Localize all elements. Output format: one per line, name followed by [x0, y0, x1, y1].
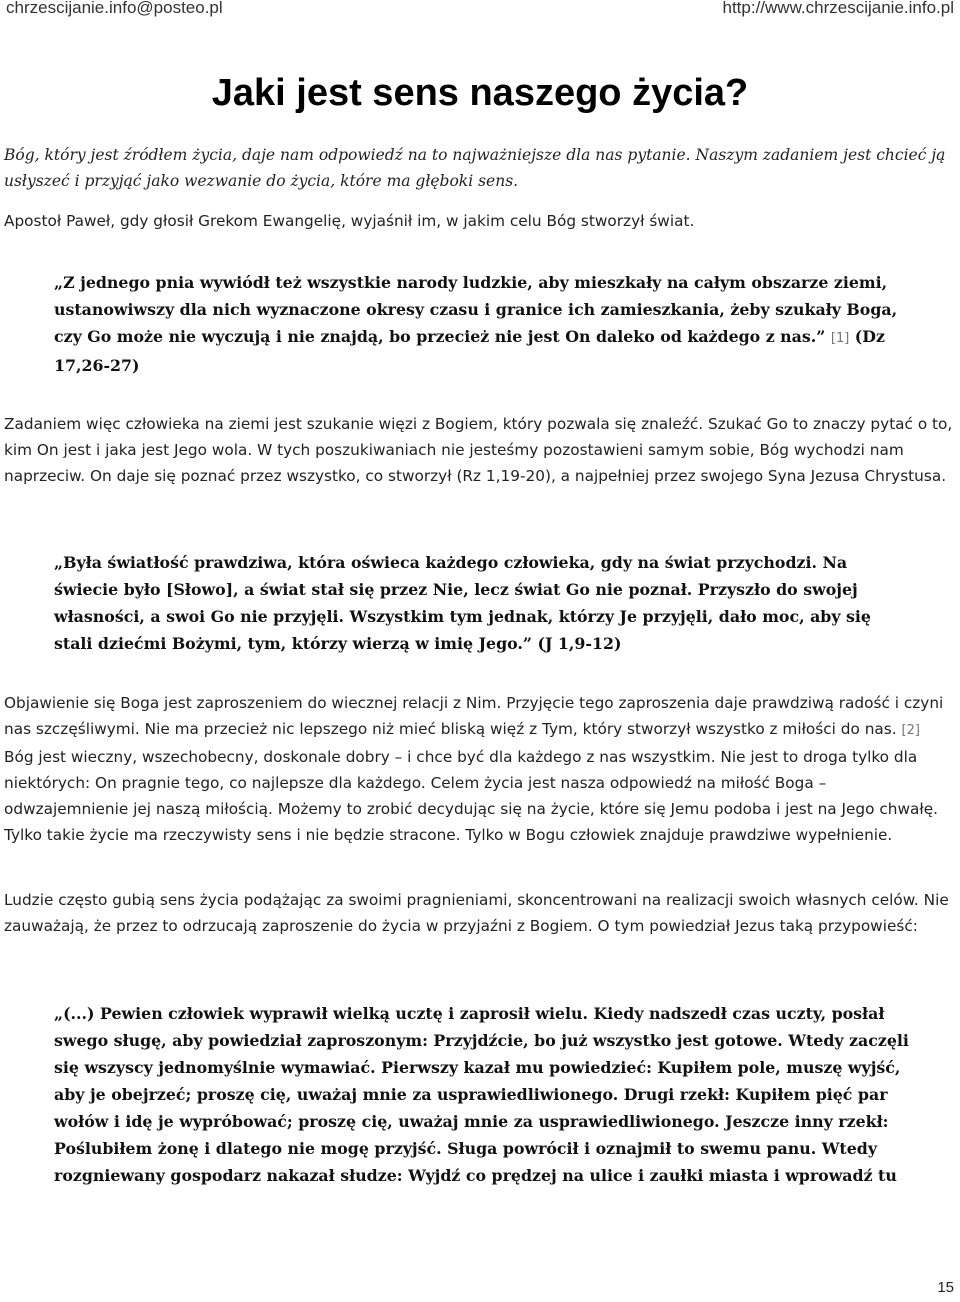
page-title: Jaki jest sens naszego życia? — [211, 72, 749, 114]
footnote-ref-2[interactable]: [2] — [901, 723, 920, 738]
page-header — [0, 0, 960, 22]
quote-john-text: „Była światłość prawdziwa, która oświeca każdego człowieka, gdy na świat przychodzi. Na świecie było [Słowo], a świat stał się przez Nie, lecz świat Go nie poznał. Przyszło do swojej własności, a swoi Go nie przyjęli. Wszystkim tym jednak, którzy Je przyjęli, dało moc, aby się stali dziećmi Bożymi, tym, którzy wierzą w imię Jego.” — [54, 553, 871, 653]
quote-acts — [54, 269, 914, 379]
intro-paragraph: Bóg, który jest źródłem życia, daje nam odpowiedź na to najważniejsze dla nas pytanie. Naszym zadaniem jest chcieć ją usłyszeć i przyjąć jako wezwanie do życia, które ma głęboki sens. — [4, 146, 946, 190]
header-email[interactable]: chrzescijanie.info@posteo.pl — [6, 0, 223, 17]
paragraph-people: Ludzie często gubią sens życia podążając za swoimi pragnieniami, skoncentrowani na realizacji swoich własnych celów. Nie zauważają, że przez to odrzucają zaproszenie do życia w przyjaźni z Bogiem. O tym powiedział Jezus taką przypowieść: — [4, 891, 949, 935]
quote-john-source: (J 1,9-12) — [537, 634, 622, 653]
paragraph-revelation-after: Bóg jest wieczny, wszechobecny, doskonale dobry – i chce być dla każdego z nas wszystkim. Nie jest to droga tylko dla niektórych: On pragnie tego, co najlepsze dla każdego. Celem życia jest nasza odpowiedź na miłość Boga – odwzajemnienie jej naszą miłością. Możemy to zrobić decydując się na życie, które się Jemu podoba i jest na Jego chwałę. Tylko takie życie ma rzeczywisty sens i nie będzie stracone. Tylko w Bogu człowiek znajduje prawdziwe wypełnienie. — [4, 748, 938, 844]
paragraph-task: Zadaniem więc człowieka na ziemi jest szukanie więzi z Bogiem, który pozwala się znaleźć. Szukać Go to znaczy pytać o to, kim On jest i jaka jest Jego wola. W tych poszukiwaniach nie jesteśmy pozostawieni samym sobie, Bóg wychodzi nam naprzeciw. On daje się poznać przez wszystko, co stworzył (Rz 1,19-20), a najpełniej przez swojego Syna Jezusa Chrystusa. — [4, 415, 953, 485]
quote-acts-text: „Z jednego pnia wywiódł też wszystkie narody ludzkie, aby mieszkały na całym obszarze ziemi, ustanowiwszy dla nich wyznaczone okresy czasu i granice ich zamieszkania, żeby szukały Boga, czy Go może nie wyczują i nie znajdą, bo przecież nie jest On daleko od każdego z nas.” — [54, 273, 898, 346]
page-number: 15 — [937, 1279, 954, 1296]
footnote-ref-1[interactable]: [1] — [830, 331, 850, 346]
quote-acts-source: (Dz 17,26-27) — [54, 327, 885, 375]
paragraph-apostle: Apostoł Paweł, gdy głosił Grekom Ewangelię, wyjaśnił im, w jakim celu Bóg stworzył świat. — [4, 212, 695, 230]
header-url[interactable]: http://www.chrzescijanie.info.pl — [722, 0, 954, 17]
paragraph-revelation — [4, 690, 954, 848]
paragraph-revelation-before: Objawienie się Boga jest zaproszeniem do wiecznej relacji z Nim. Przyjęcie tego zaproszenia daje prawdziwą radość i czyni nas szczęśliwymi. Nie ma przecież nic lepszego niż mieć bliską więź z Tym, który stworzył wszystko z miłości do nas. — [4, 694, 944, 738]
quote-john — [54, 549, 914, 657]
quote-parable: „(...) Pewien człowiek wyprawił wielką ucztę i zaprosił wielu. Kiedy nadszedł czas uczty, posłał swego sługę, aby powiedział zaproszonym: Przyjdźcie, bo już wszystko jest gotowe. Wtedy zaczęli się wszyscy jednomyślnie wymawiać. Pierwszy kazał mu powiedzieć: Kupiłem pole, muszę wyjść, aby je obejrzeć; proszę cię, uważaj mnie za usprawiedliwionego. Drugi rzekł: Kupiłem pięć par wołów i idę je wypróbować; proszę cię, uważaj mnie za usprawiedliwionego. Jeszcze inny rzekł: Poślubiłem żonę i dlatego nie mogę przyjść. Sługa powrócił i oznajmił to swemu panu. Wtedy rozgniewany gospodarz nakazał słudze: Wyjdź co prędzej na ulice i zaułki miasta i wprowadź tu — [54, 1004, 909, 1185]
